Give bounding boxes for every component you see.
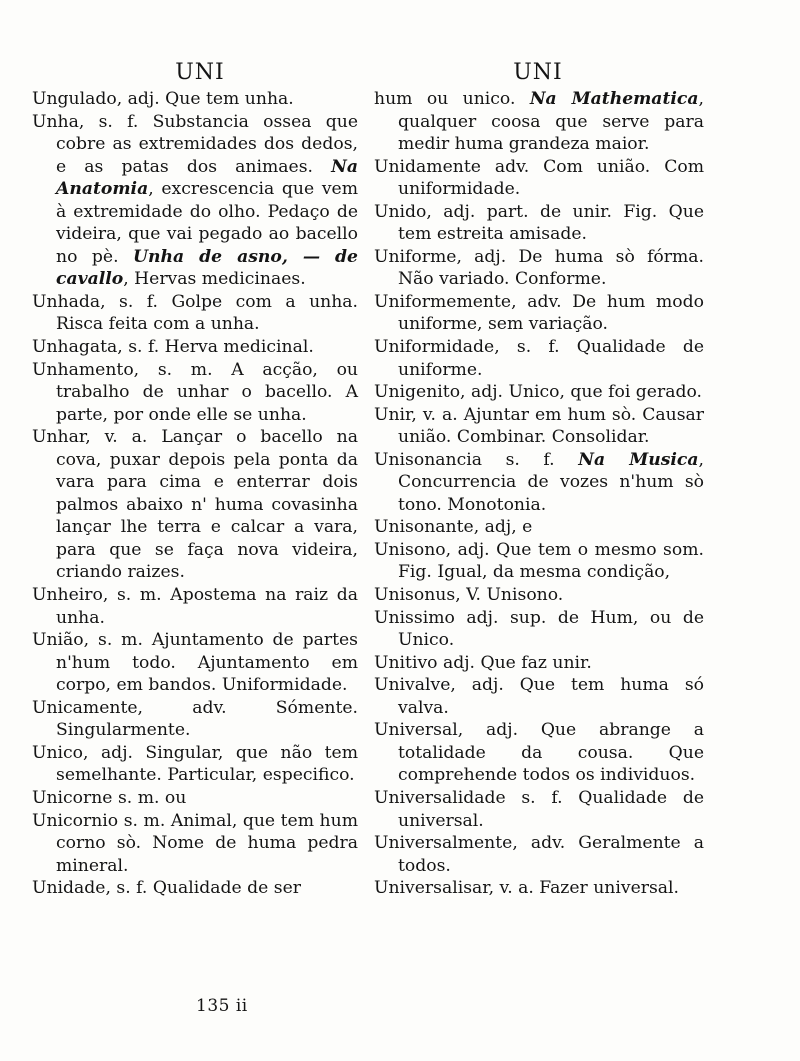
dictionary-entry	[32, 810, 358, 878]
headword: Universal	[374, 720, 458, 741]
headword: Uniformidade	[374, 337, 495, 358]
definition-text: adj. sup. de Hum, ou de Unico.	[398, 607, 704, 651]
dictionary-entry	[374, 291, 704, 336]
dictionary-entry	[374, 156, 704, 201]
headword: Unico	[32, 742, 84, 763]
dictionary-entry	[374, 652, 704, 675]
domain-label: Unha de asno, — de cavallo	[56, 246, 358, 290]
definition-text: , adj, e	[473, 517, 533, 538]
dictionary-entry	[374, 516, 704, 539]
definition-text: , adv. Geralmente a todos.	[398, 833, 704, 876]
definition-text: , s. m. Apostema na raiz da unha.	[56, 585, 358, 628]
definition-text: , adj. Que tem o mesmo som. Fig. Igual, da mesma condição,	[398, 539, 704, 583]
running-head-left: UNI	[175, 60, 225, 85]
domain-label: Na Anatomia	[56, 156, 358, 200]
headword: Universalmente	[374, 833, 513, 854]
headword: Unha	[32, 111, 79, 132]
definition-text: , s. f. Qualidade de ser	[105, 878, 301, 899]
dictionary-entry	[32, 88, 358, 111]
headword: Unicorne	[32, 787, 113, 808]
dictionary-entry	[32, 742, 358, 787]
dictionary-entry	[374, 787, 704, 832]
headword: Unisonante	[374, 517, 474, 538]
domain-label: Na Musica	[578, 449, 699, 470]
definition-text: , s. f. Herva medicinal.	[117, 337, 314, 358]
dictionary-entry	[32, 697, 358, 742]
headword: Unheiro	[32, 585, 103, 606]
headword: Unigenito	[374, 382, 461, 403]
dictionary-entry	[32, 426, 358, 584]
dictionary-entry	[32, 359, 358, 427]
definition-text: , v. a. Ajuntar em hum sò. Causar união. Combinar. Consolidar.	[398, 404, 704, 448]
headword: União	[32, 630, 84, 651]
dictionary-entry	[374, 404, 704, 449]
definition-text: , s. f. Qualidade de uniforme.	[398, 337, 704, 380]
dictionary-entry	[374, 719, 704, 787]
headword: Unir	[374, 404, 412, 425]
page-folio: 135 ii	[196, 996, 248, 1016]
definition-text: s. f.	[481, 449, 555, 470]
dictionary-entry	[374, 584, 704, 607]
headword: Unisonus	[374, 585, 456, 606]
dictionary-entry	[32, 291, 358, 336]
right-column	[374, 88, 704, 900]
headword: Universalidade	[374, 787, 506, 808]
entry-continuation	[374, 88, 704, 156]
definition-text: , adj. Que tem unha.	[116, 89, 294, 109]
definition-text: , adj. De huma sò fórma. Não variado. Conforme.	[398, 246, 704, 290]
definition-text: , s. f. Golpe com a unha. Risca feita com a unha.	[56, 291, 358, 335]
definition-text: , adv. De hum modo uniforme, sem variação.	[398, 291, 704, 335]
definition-text: , V. Unisono.	[455, 585, 564, 606]
headword: Unissimo	[374, 607, 455, 628]
headword: Universalisar	[374, 878, 489, 899]
definition-text: s. m. ou	[112, 787, 187, 808]
headword: Univalve	[374, 675, 451, 696]
headword: Uniforme	[374, 246, 457, 267]
definition-text: s. m. Animal, que tem hum corno sò. Nome de huma pedra mineral.	[56, 810, 358, 876]
headword: Unisonancia	[374, 449, 482, 470]
headword: Unhagata	[32, 337, 118, 358]
dictionary-entry	[374, 201, 704, 246]
domain-label: Na Mathematica	[529, 89, 699, 109]
definition-text: , adj. part. de unir. Fig. Que tem estreita amisade.	[398, 201, 704, 245]
definition-text: , s. f. Substancia ossea que cobre as extremidades dos dedos, e as patas dos animaes.	[56, 111, 358, 177]
definition-text: , adj. Que tem huma só valva.	[398, 675, 704, 718]
left-column	[32, 88, 358, 900]
dictionary-entry	[32, 336, 358, 359]
dictionary-entry	[374, 246, 704, 291]
dictionary-entry	[374, 381, 704, 404]
definition-text: , s. m. Ajuntamento de partes n'hum todo. Ajuntamento em corpo, em bandos. Uniformidade.	[56, 630, 358, 696]
headword: Unidade	[32, 878, 106, 899]
dictionary-entry	[32, 584, 358, 629]
headword: Unido	[374, 201, 427, 222]
definition-text: , Concurrencia de vozes n'hum sò tono. Monotonia.	[398, 449, 704, 515]
definition-text: , adj. Unico, que foi gerado.	[460, 382, 702, 403]
dictionary-entry	[374, 607, 704, 652]
dictionary-entry	[374, 674, 704, 719]
definition-text: s. f. Qualidade de universal.	[398, 787, 704, 831]
definition-text: , excrescencia que vem à extremidade do olho. Pedaço de videira, que vai pegado ao bacello no pè.	[56, 179, 358, 267]
definition-text: , adj. Singular, que não tem semelhante. Particular, especifico.	[56, 742, 358, 786]
headword: Ungulado	[32, 89, 117, 109]
dictionary-entry	[32, 787, 358, 810]
definition-text: , Hervas medicinaes.	[123, 269, 306, 290]
headword: Unicamente	[32, 697, 138, 718]
dictionary-entry	[374, 539, 704, 584]
definition-text: , v. a. Lançar o bacello na cova, puxar depois pela ponta da vara para cima e enterrar dois palmos abaixo n' huma covasinha lançar lhe terra e calcar a vara, para que se faça nova videira, criando raizes.	[56, 427, 358, 583]
definition-text: adv. Com união. Com uniformidade.	[398, 156, 704, 200]
headword: Unicornio	[32, 810, 119, 831]
definition-text: hum ou unico.	[374, 89, 516, 109]
headword: Unitivo	[374, 652, 438, 673]
definition-text: , s. m. A acção, ou trabalho de unhar o bacello. A parte, por onde elle se unha.	[56, 359, 358, 425]
headword: Unisono	[374, 539, 446, 560]
definition-text: , v. a. Fazer universal.	[488, 878, 679, 899]
definition-text: , adj. Que abrange a totalidade da cousa. Que comprehende todos os individuos.	[398, 720, 704, 786]
dictionary-entry	[32, 877, 358, 900]
headword: Unhar	[32, 427, 86, 448]
headword: Uniformemente	[374, 291, 512, 312]
headword: Unidamente	[374, 156, 481, 177]
definition-text: adj. Que faz unir.	[437, 652, 592, 673]
definition-text: , adv. Sómente. Singularmente.	[56, 697, 358, 741]
dictionary-entry	[32, 629, 358, 697]
dictionary-entry	[374, 449, 704, 517]
dictionary-entry	[374, 877, 704, 900]
definition-text: , qualquer coosa que serve para medir huma grandeza maior.	[398, 89, 704, 155]
headword: Unhada	[32, 291, 101, 312]
headword: Unhamento	[32, 359, 134, 380]
running-head-right: UNI	[513, 60, 563, 85]
dictionary-entry	[374, 832, 704, 877]
dictionary-entry	[32, 111, 358, 291]
dictionary-entry	[374, 336, 704, 381]
